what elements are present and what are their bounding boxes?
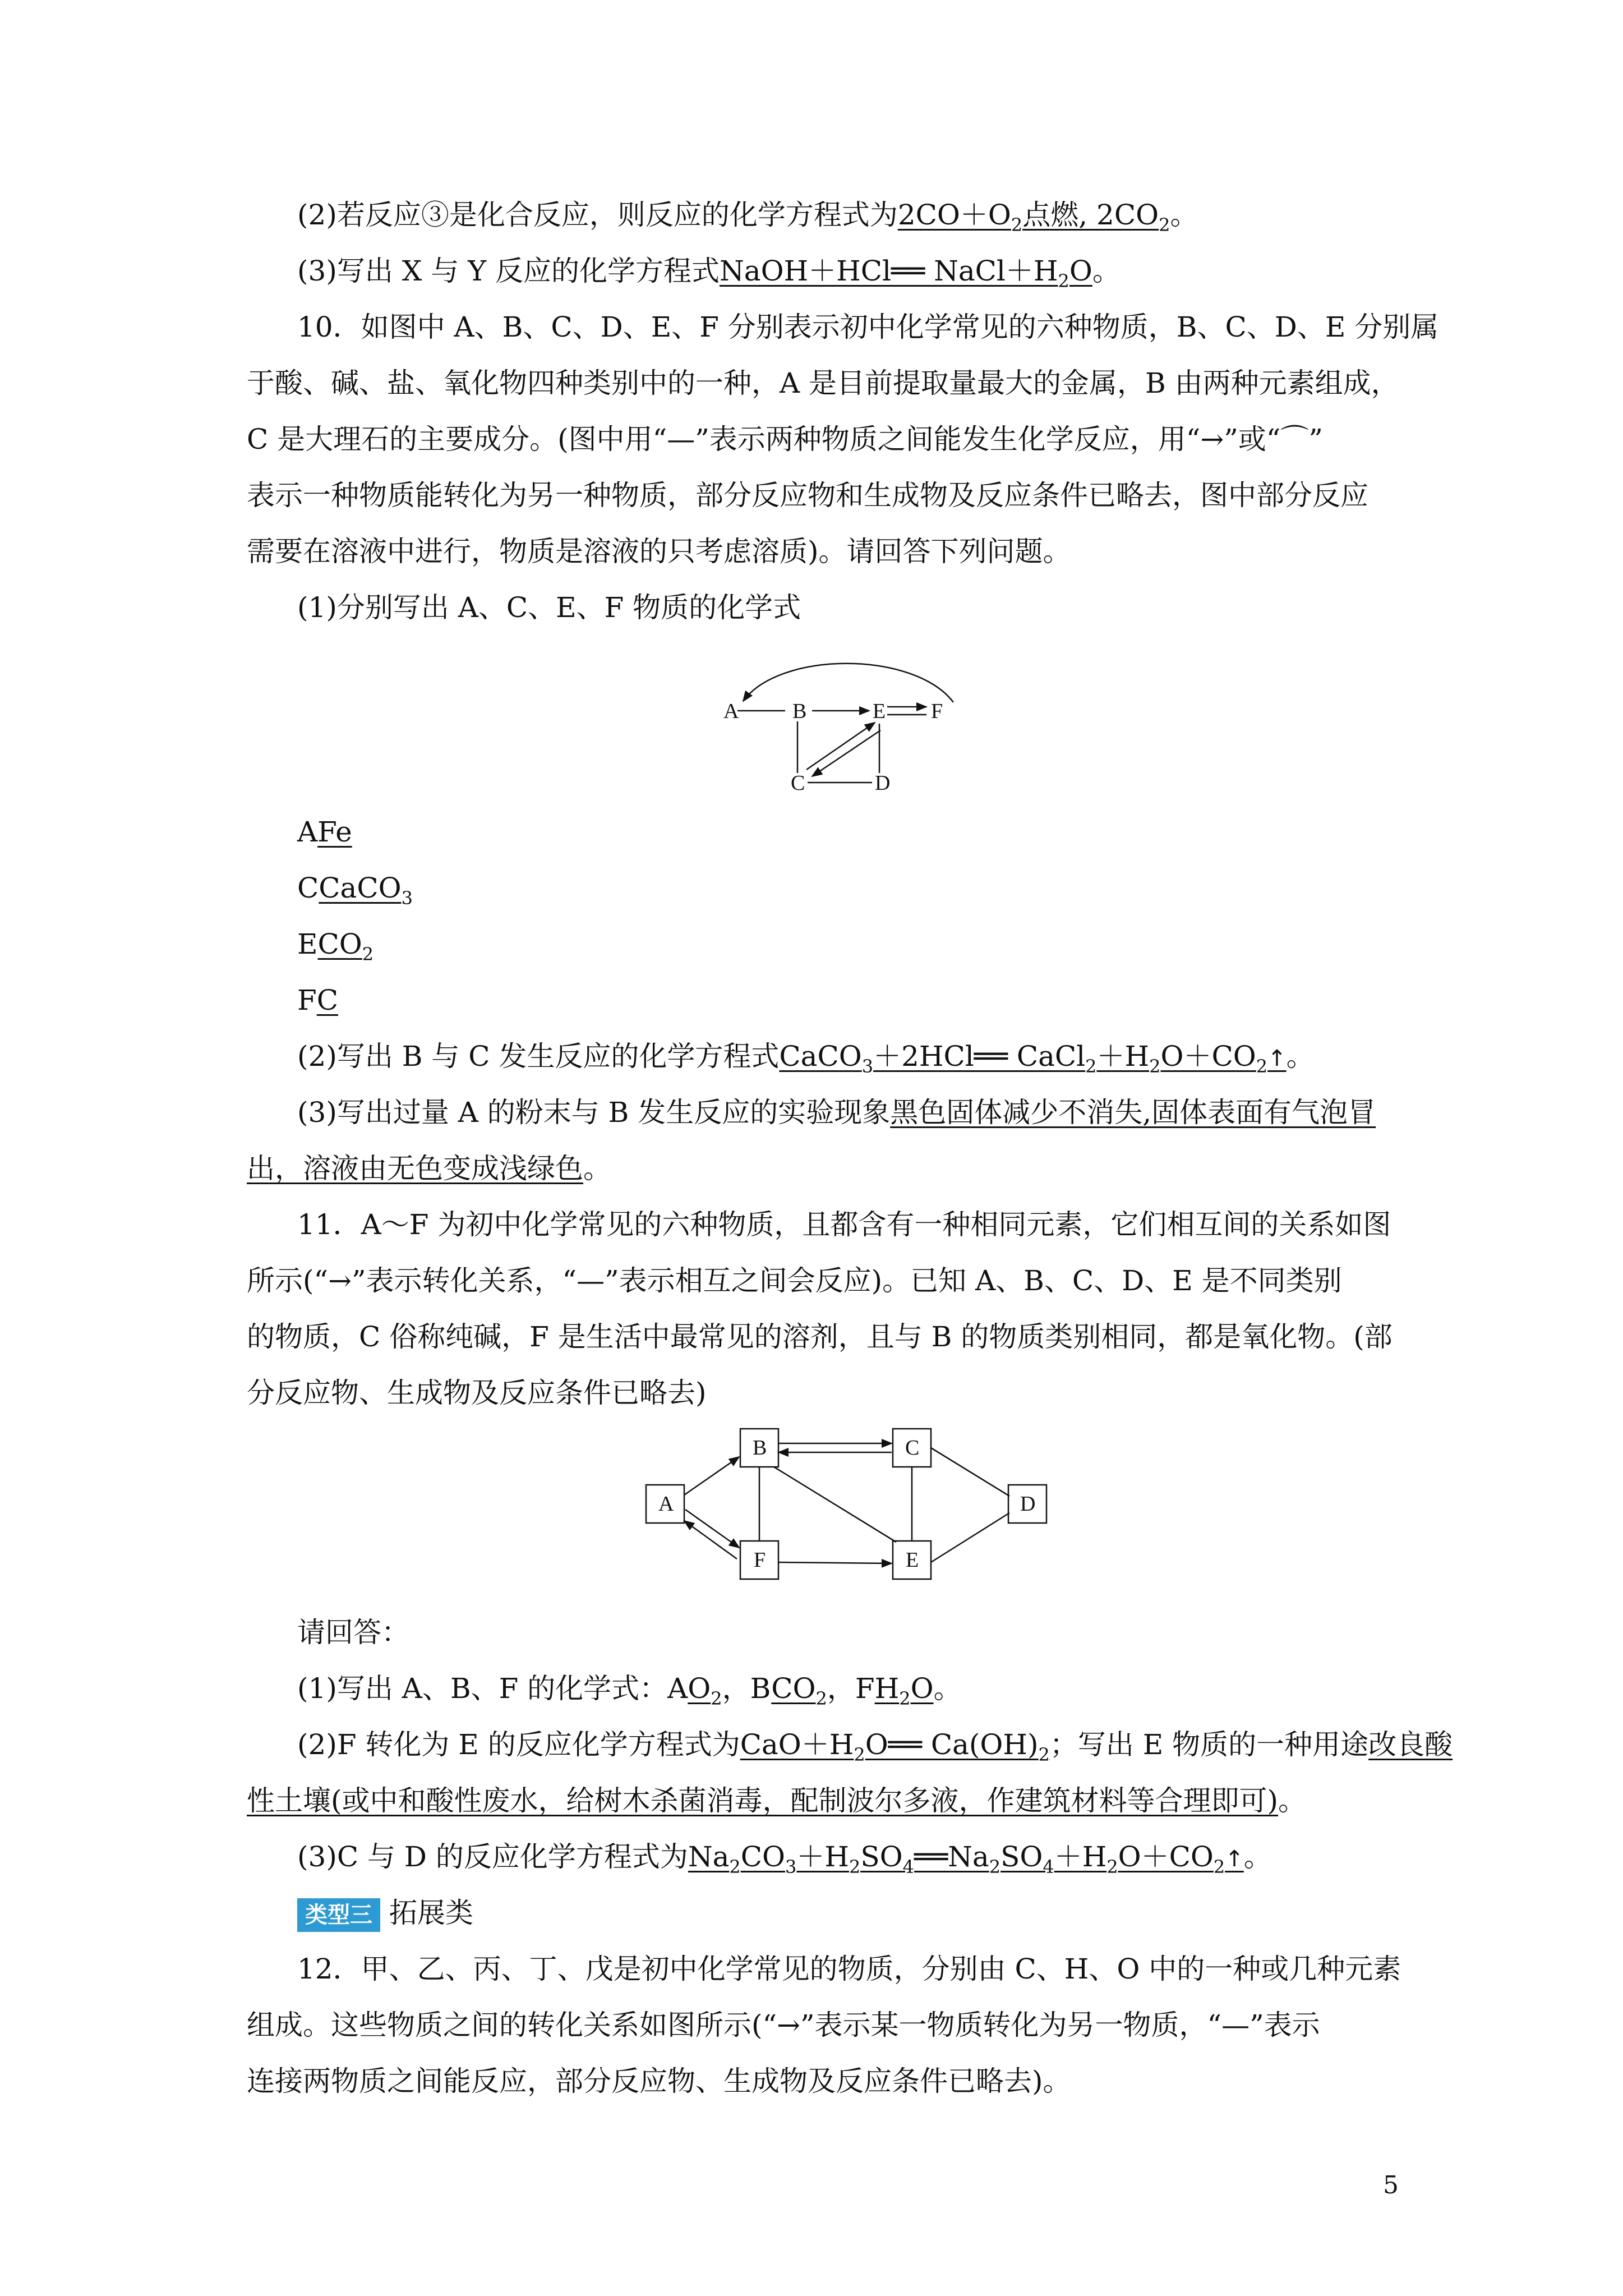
diagram-node-d: D — [1020, 1492, 1036, 1516]
q11-stem-line: 的物质，C 俗称纯碱，F 是生活中最常见的溶剂，且与 B 的物质类别相同，都是氧化物。(部 — [247, 1320, 1393, 1353]
q10-stem-line: C 是大理石的主要成分。(图中用“—”表示两种物质之间能发生化学反应，用“→”或“⌒” — [247, 423, 1323, 455]
diagram-node-f: F — [931, 700, 943, 723]
q10-part3-cont: 出，溶液由无色变成浅绿色。 — [247, 1152, 611, 1185]
q12-stem-line: 12．甲、乙、丙、丁、戊是初中化学常见的物质，分别由 C、H、O 中的一种或几种元素 — [297, 1953, 1401, 1985]
q12-stem-line: 组成。这些物质之间的转化关系如图所示(“→”表示某一物质转化为另一物质，“—”表示 — [247, 2009, 1320, 2041]
q10-part3-answer: 黑色固体减少不消失,固体表面有气泡冒 — [890, 1096, 1376, 1129]
q11-part1: (1)写出 A、B、F 的化学式：$AO_2$，$BCO_2$，$FH_2O$。 — [297, 1672, 962, 1709]
section-title: 拓展类 — [389, 1897, 473, 1929]
q11-stem-line: 所示(“→”表示转化关系，“—”表示相互之间会反应)。已知 A、B、C、D、E 是不同类别 — [247, 1264, 1342, 1297]
q11-stem-line: 11．A～F 为初中化学常见的六种物质，且都含有一种相同元素，它们相互间的关系如图 — [297, 1208, 1391, 1241]
q10-part1-question: (1)分别写出 A、C、E、F 物质的化学式 — [297, 591, 801, 624]
q11-part3: (3)C 与 D 的反应化学方程式为$Na_2CO_3+H_2SO_4══Na_2SO_4+H_2O+CO_2↑$。 — [297, 1841, 1272, 1878]
q10-answer-c: CCaCO$_3$ — [297, 872, 413, 909]
diagram-node-b: B — [792, 700, 807, 723]
q9-part3: (3)写出 X 与 Y 反应的化学方程式NaOH＋HCl══ $NaCl+H_2O$。 — [297, 255, 1121, 292]
section-badge: 类型三 — [297, 1898, 380, 1932]
q10-answer-f: FC — [297, 984, 338, 1016]
diagram-node-d: D — [875, 771, 891, 795]
q10-stem-line: 表示一种物质能转化为另一种物质，部分反应物和生成物及反应条件已略去，图中部分反应 — [247, 479, 1368, 512]
q11-part2: (2)F 转化为 E 的反应化学方程式为$CaO+H_2O══$ $Ca(OH)_2$；写出 E 物质的一种用途改良酸 — [297, 1728, 1453, 1765]
diagram-node-b: B — [753, 1436, 767, 1460]
q9-part2-question: (2)若反应③是化合反应，则反应的化学方程式为 — [297, 199, 898, 231]
q10-stem-line: 于酸、碱、盐、氧化物四种类别中的一种，A 是目前提取量最大的金属，B 由两种元素组成， — [247, 367, 1399, 399]
q12-stem-line: 连接两物质之间能反应，部分反应物、生成物及反应条件已略去)。 — [247, 2065, 1071, 2097]
q11-prompt: 请回答： — [297, 1616, 409, 1649]
q11-relation-diagram — [639, 1422, 1060, 1602]
q11-part2-cont: 性土壤(或中和酸性废水，给树木杀菌消毒，配制波尔多液，作建筑材料等合理即可)。 — [247, 1784, 1307, 1817]
diagram-node-c: C — [905, 1436, 920, 1460]
q10-part3: (3)写出过量 A 的粉末与 B 发生反应的实验现象黑色固体减少不消失,固体表面有气泡冒 — [297, 1096, 1376, 1129]
q10-part2: (2)写出 B 与 C 发生反应的化学方程式CaCO$_3$＋2HCl══ $CaCl_2+H_2O+CO_2↑$。 — [297, 1040, 1315, 1077]
diagram-node-e: E — [873, 700, 886, 723]
q11-stem-line: 分反应物、生成物及反应条件已略去) — [247, 1377, 707, 1409]
diagram-node-a: A — [658, 1492, 674, 1516]
q10-answer-a: AFe — [297, 816, 352, 848]
diagram-node-a: A — [723, 700, 739, 723]
q10-answer-e: $ECO_2$ — [297, 928, 374, 965]
q10-part2-answer: CaCO$_3$＋2HCl══ $CaCl_2+H_2O+CO_2↑$ — [779, 1040, 1287, 1077]
q9-part2-answer: $2CO+O_2$点燃, $2CO_2$ — [897, 199, 1170, 236]
diagram-node-c: C — [791, 771, 805, 795]
diagram-node-e: E — [906, 1548, 919, 1572]
q10-reaction-diagram — [712, 645, 981, 797]
q9-part2: (2)若反应③是化合反应，则反应的化学方程式为$2CO+O_2$点燃, $2CO_2$。 — [297, 199, 1198, 236]
diagram-node-f: F — [754, 1548, 766, 1572]
q10-stem-line: 10．如图中 A、B、C、D、E、F 分别表示初中化学常见的六种物质，B、C、D、E 分别属 — [297, 311, 1439, 343]
q10-stem-line: 需要在溶液中进行，物质是溶液的只考虑溶质)。请回答下列问题。 — [247, 535, 1071, 568]
q9-part3-question: (3)写出 X 与 Y 反应的化学方程式 — [297, 255, 720, 287]
page-number: 5 — [1383, 2171, 1399, 2200]
section-header — [297, 1893, 1453, 1932]
q9-part3-answer: NaOH＋HCl══ $NaCl+H_2O$ — [720, 255, 1092, 292]
